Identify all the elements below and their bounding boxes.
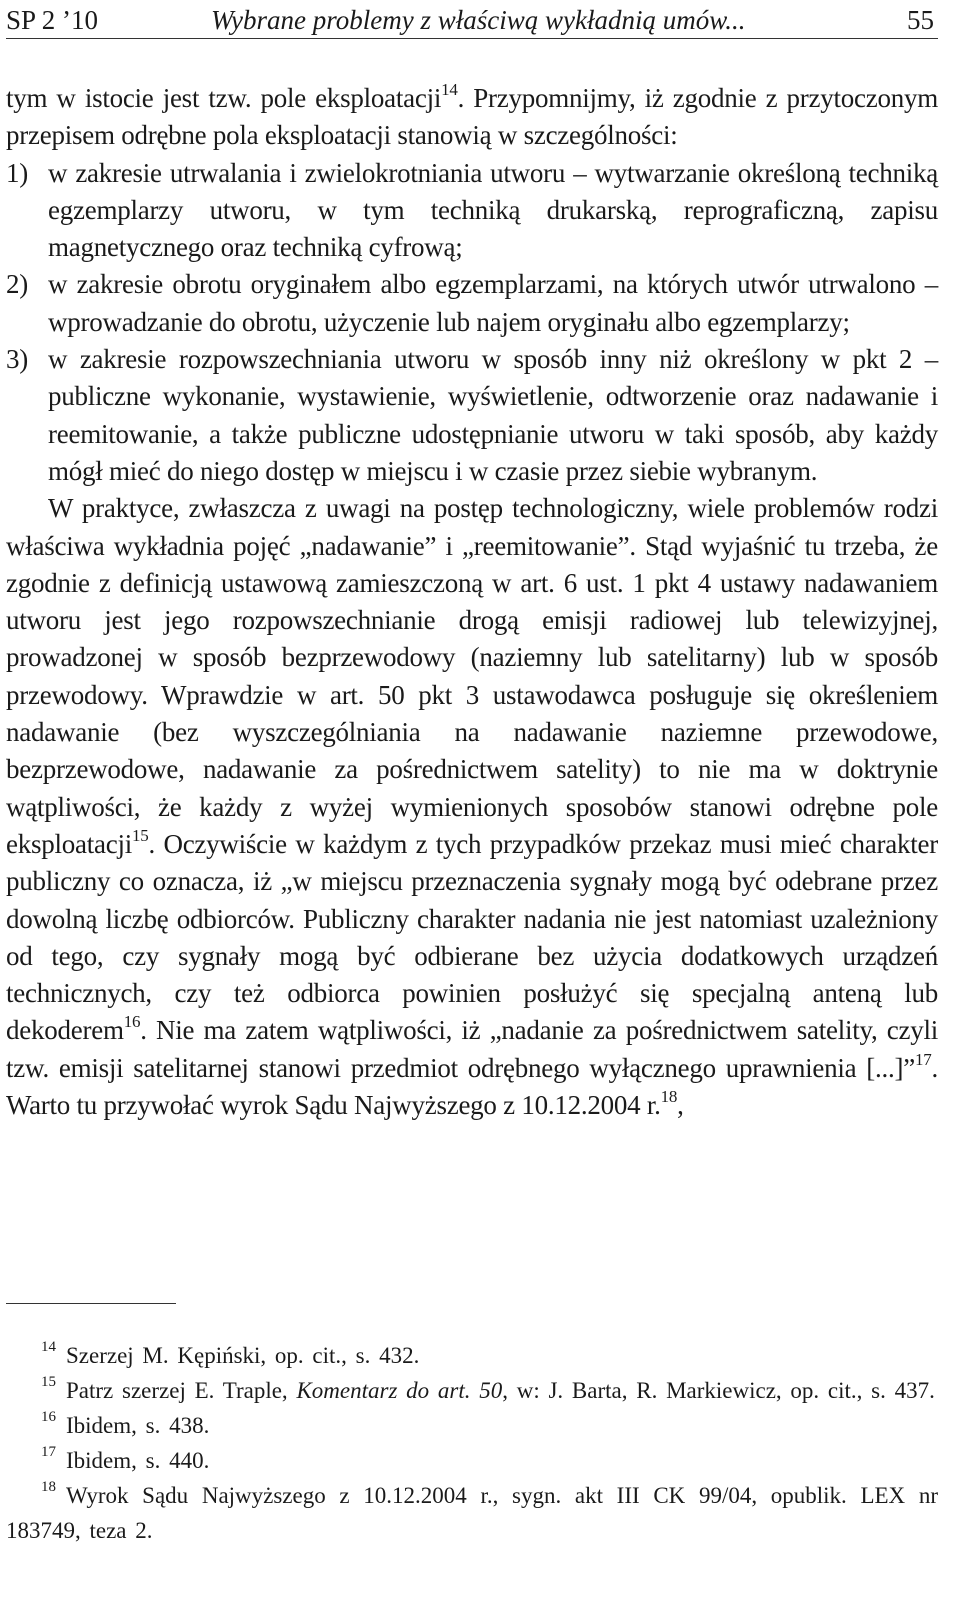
footnote-divider xyxy=(6,1303,176,1304)
footnote-number: 16 xyxy=(41,1409,56,1426)
article-title: Wybrane problemy z właściwą wykładnią umów... xyxy=(211,5,746,35)
list-item xyxy=(6,341,938,490)
page-number: 55 xyxy=(907,5,934,35)
footnote-text: Ibidem, s. 440. xyxy=(66,1448,210,1473)
footnote-number: 18 xyxy=(41,1479,56,1496)
footnote-text: Wyrok Sądu Najwyższego z 10.12.2004 r., sygn. akt III CK 99/04, opublik. LEX nr 183749, teza 2. xyxy=(6,1483,938,1543)
document-page xyxy=(6,0,938,1610)
list-number: 1) xyxy=(6,157,28,188)
footnote-number: 14 xyxy=(41,1339,56,1356)
paragraph: tym w istocie jest tzw. pole eksploatacji$^{14}$. Przypomnijmy, iż zgodnie z przytoczonym przepisem odrębne pola eksploatacji stanowią w szczególności: xyxy=(6,80,938,151)
cited-title: Komentarz do art. 50 xyxy=(296,1378,503,1403)
footnote-number: 17 xyxy=(41,1444,56,1461)
journal-issue: SP 2 ’10 xyxy=(6,5,99,35)
paragraph: W praktyce, zwłaszcza z uwagi na postęp technologiczny, wiele problemów rodzi właściwa wykładnia pojęć „nadawanie” i „reemitowanie”. Stąd wyjaśnić tu trzeba, że zgodnie z definicją ustawową zamieszczoną w art. 6 ust. 1 pkt 4 ustawy nadawaniem utworu jest jego rozpowszechnianie drogą emisji radiowej lub telewizyjnej, prowadzonej w sposób bezprzewodowy (naziemny lub satelitarny) lub w sposób przewodowy. Wprawdzie w art. 50 pkt 3 ustawodawca posługuje się określeniem nadawanie (bez wyszczególniania na nadawanie naziemne przewodowe, bezprzewodowe, nadawanie za pośrednictwem satelity) to nie ma w doktrynie wątpliwości, że każdy z wyżej wymienionych sposobów stanowi odrębne pole eksploatacji$^{15}$. Oczywiście w każdym z tych przypadków przekaz musi mieć charakter publiczny co oznacza, iż „w miejscu przeznaczenia sygnały mogą być odebrane przez dowolną liczbę odbiorców. Publiczny charakter nadania nie jest natomiast uzależniony od tego, czy sygnały mogą być odbierane bez użycia dodatkowych urządzeń technicznych, czy też odbiorca powinien posłużyć się specjalną anteną lub dekoderem$^{16}$. Nie ma zatem wątpliwości, iż „nadanie za pośrednictwem satelity, czyli tzw. emisji satelitarnej stanowi przedmiot odrębnego wyłącznego uprawnienia [...]”$^{17}$. Warto tu przywołać wyrok Sądu Najwyższego z 10.12.2004 r.$^{18}$, xyxy=(6,493,938,1121)
list-item xyxy=(6,155,938,267)
footnotes xyxy=(6,1338,938,1548)
running-header xyxy=(6,2,938,39)
footnote-text: Ibidem, s. 438. xyxy=(66,1413,210,1438)
list-text: w zakresie rozpowszechniania utworu w sposób inny niż określony w pkt 2 – publiczne wykonanie, wystawienie, wyświetlenie, odtworzenie oraz nadawanie i reemitowanie, a także publiczne udostępnianie utworu w taki sposób, aby każdy mógł mieć do niego dostęp w miejscu i w czasie przez siebie wybranym. xyxy=(48,344,938,486)
footnote-text: Szerzej M. Kępiński, op. cit., s. 432. xyxy=(66,1343,420,1368)
footnote-number: 15 xyxy=(41,1374,56,1391)
footnote xyxy=(6,1338,938,1373)
list-text: w zakresie obrotu oryginałem albo egzemplarzami, na których utwór utrwalono – wprowadzanie do obrotu, użyczenie lub najem oryginału albo egzemplarzy; xyxy=(48,269,938,337)
footnote-ref: 18 xyxy=(660,1087,678,1107)
footnote xyxy=(6,1408,938,1443)
footnote xyxy=(6,1478,938,1548)
main-text xyxy=(6,80,938,1124)
footnote-ref: 15 xyxy=(131,825,149,845)
footnote: $^{15}$ Patrz szerzej E. Traple, Komentarz do art. 50, w: J. Barta, R. Markiewicz, op. cit., s. 437. xyxy=(41,1374,935,1403)
footnote xyxy=(6,1443,938,1478)
footnote-ref: 17 xyxy=(915,1049,932,1069)
list-number: 2) xyxy=(6,269,28,300)
list-item xyxy=(6,266,938,341)
footnote-ref: 14 xyxy=(441,80,458,99)
list-number: 3) xyxy=(6,344,28,375)
list-text: w zakresie utrwalania i zwielokrotniania utworu – wytwarzanie określoną techniką egzemplarzy utworu, w tym techniką drukarską, reprograficzną, zapisu magnetycznego oraz techniką cyfrową; xyxy=(48,157,938,263)
footnote-ref: 16 xyxy=(123,1012,141,1032)
